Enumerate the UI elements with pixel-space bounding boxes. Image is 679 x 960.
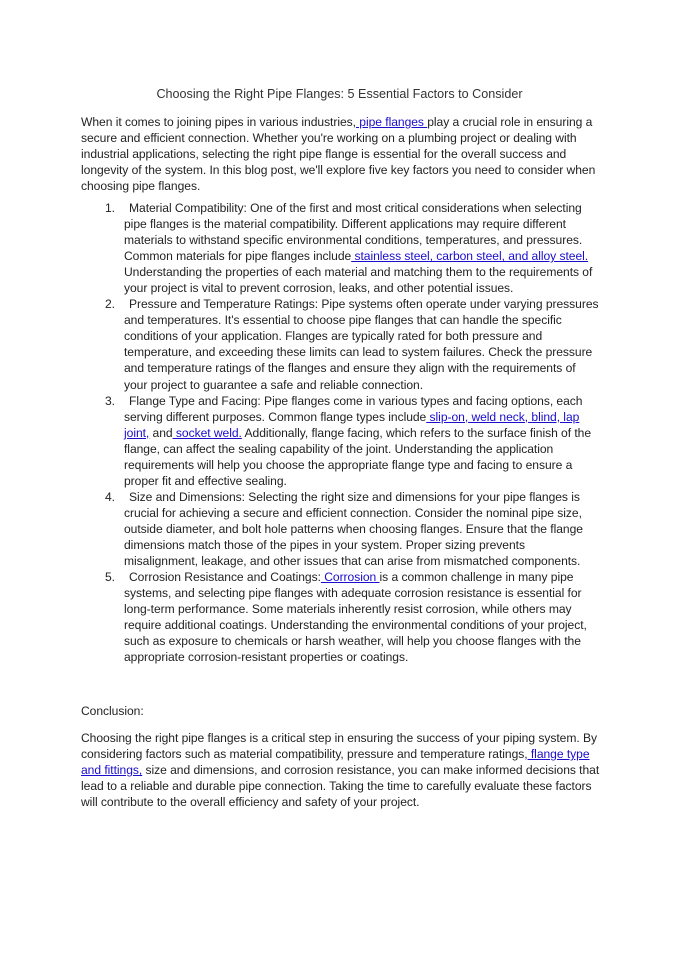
list-number: 4.: [105, 489, 115, 504]
list-item-corrosion-resistance: [81, 569, 601, 665]
list-item-material-compatibility: [81, 200, 601, 296]
materials-link[interactable]: stainless steel, carbon steel, and alloy steel.: [351, 249, 589, 264]
factor-2-text: Pressure and Temperature Ratings: Pipe systems often operate under varying pressures and temperatures. It's essential to choose pipe flanges that can handle the specific conditions of your application. Flanges are typically rated for both pressure and temperature, and exceeding these limits can lead to system failures. Check the pressure and temperature ratings of the flanges and ensure they align with the requirements of your project to guarantee a safe and reliable connection.: [124, 297, 599, 392]
conclusion-heading: Conclusion:: [81, 704, 144, 718]
list-item-pressure-temperature: [81, 296, 601, 392]
conclusion-text-before: Choosing the right pipe flanges is a critical step in ensuring the success of your piping system. By considering factors such as material compatibility, pressure and temperature ratings,: [81, 731, 597, 762]
factor-3-text: Flange Type and Facing: Pipe flanges come in various types and facing options, each serving different purposes. Common flange types include: [124, 393, 583, 424]
factors-list: [81, 200, 601, 665]
list-number: 1.: [105, 201, 115, 215]
factor-5-text: Corrosion Resistance and Coatings:: [129, 570, 321, 585]
conclusion-paragraph: [81, 730, 601, 810]
flange-types-link[interactable]: slip-on, weld neck, blind, lap joint,: [124, 409, 580, 440]
factor-1-text: Material Compatibility: One of the first and most critical considerations when selecting pipe flanges is the material compatibility. Different applications may require different materials to withstand specific environmental conditions, temperatures, and pressures. Common materials for pipe flanges include: [124, 201, 583, 264]
list-item-size-dimensions: [81, 489, 601, 569]
factor-4-text: Size and Dimensions: Selecting the right size and dimensions for your pipe flanges is crucial for achieving a secure and efficient connection. Consider the nominal pipe size, outside diameter, and bolt hole patterns when choosing flanges. Ensure that the flange dimensions match those of the pipes in your system. Proper sizing prevents misalignment, leakage, and other issues that can arise from mismatched components.: [124, 489, 583, 569]
list-number: 5.: [105, 570, 115, 585]
factor-1-text-end: Understanding the properties of each material and matching them to the requirements of your project is vital to prevent corrosion, leaks, and other potential issues.: [124, 265, 593, 296]
intro-text-after: play a crucial role in ensuring a secure and efficient connection. Whether you're working on a plumbing project or dealing with industrial applications, selecting the right pipe flange is essential for the overall success and longevity of the system. In this blog post, we'll explore five key factors you need to consider when choosing pipe flanges.: [81, 115, 596, 194]
factor-5-text-end: is a common challenge in many pipe systems, and selecting pipe flanges with adequate corrosion resistance is essential for long-term performance. Some materials inherently resist corrosion, while others may require additional coatings. Understanding the environmental conditions of your project, such as exposure to chemicals or harsh weather, will help you choose flanges with the appropriate corrosion-resistant properties or coatings.: [124, 570, 587, 665]
intro-paragraph: [81, 114, 601, 194]
intro-text-before: When it comes to joining pipes in various industries,: [81, 115, 356, 129]
pipe-flanges-link[interactable]: pipe flanges: [355, 115, 428, 129]
list-item-flange-type-facing: [81, 393, 601, 489]
socket-weld-link[interactable]: socket weld.: [172, 425, 242, 440]
flange-type-fittings-link[interactable]: flange type and fittings,: [81, 747, 590, 778]
conclusion-text-after: size and dimensions, and corrosion resistance, you can make informed decisions that lead to a reliable and durable pipe connection. Taking the time to carefully evaluate these factors will contribute to the overall efficiency and safety of your project.: [81, 763, 600, 810]
page-title: Choosing the Right Pipe Flanges: 5 Essential Factors to Consider: [156, 87, 523, 101]
list-number: 3.: [105, 393, 115, 408]
factor-3-text-mid: and: [149, 425, 173, 440]
factor-3-text-end: Additionally, flange facing, which refers to the surface finish of the flange, can affect the sealing capability of the joint. Understanding the application requirements will help you choose the appropriate flange type and facing to ensure a proper fit and effective sealing.: [124, 425, 592, 488]
corrosion-link[interactable]: Corrosion: [320, 570, 380, 585]
list-number: 2.: [105, 297, 115, 312]
